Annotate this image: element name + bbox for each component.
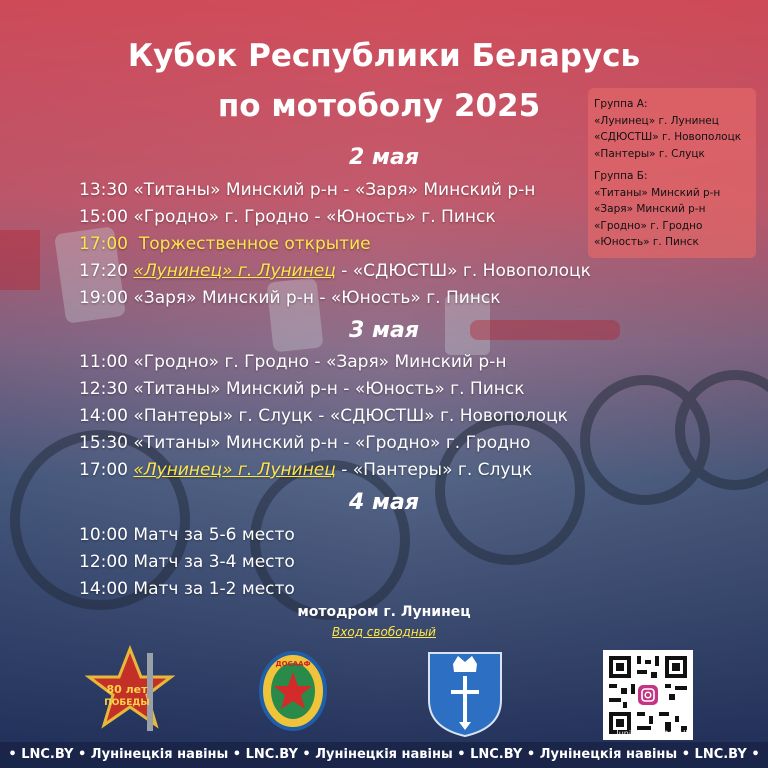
group-b-team: «Заря» Минский р-н — [594, 203, 706, 215]
schedule-row: 14:00 «Пантеры» г. Слуцк - «СДЮСТШ» г. Новополоцк — [79, 406, 568, 426]
schedule-row: 12:00 Матч за 3-4 место — [79, 552, 295, 572]
victory-80-logo — [85, 645, 175, 735]
group-b-team: «Юность» г. Пинск — [594, 236, 699, 248]
venue-label: мотодром г. Лунинец — [297, 604, 471, 620]
footer-ticker: • LNC.BY • Лунінецкія навіны • LNC.BY • Лунінецкія навіны • LNC.BY • Лунінецкія навіны • LNC.BY • — [0, 742, 768, 768]
schedule-row: 19:00 «Заря» Минский р-н - «Юность» г. Пинск — [79, 288, 501, 308]
free-entry-link[interactable]: Вход свободный — [332, 625, 436, 639]
day-heading: 2 мая — [349, 145, 419, 170]
schedule-row: 14:00 Матч за 1-2 место — [79, 579, 295, 599]
group-b-title: Группа Б: — [594, 170, 648, 182]
luninets-team-link[interactable]: «Лунинец» г. Лунинец — [133, 460, 336, 480]
schedule-row: 17:00 «Лунинец» г. Лунинец - «Пантеры» г. Слуцк — [79, 460, 533, 480]
qr-caption: luninets_motoball — [616, 729, 688, 738]
dosaaf-logo — [258, 650, 328, 732]
schedule-row: 17:20 «Лунинец» г. Лунинец - «СДЮСТШ» г. Новополоцк — [79, 261, 591, 281]
schedule-row: 10:00 Матч за 5-6 место — [79, 525, 295, 545]
schedule-row: 15:00 «Гродно» г. Гродно - «Юность» г. Пинск — [79, 207, 496, 227]
group-a-team: «Лунинец» г. Лунинец — [594, 114, 719, 127]
group-a-team: «СДЮСТШ» г. Новополоцк — [594, 131, 742, 143]
luninets-team-link[interactable]: «Лунинец» г. Лунинец — [133, 261, 336, 281]
schedule-row: 13:30 «Титаны» Минский р-н - «Заря» Минский р-н — [79, 180, 536, 200]
group-b-team: «Титаны» Минский р-н — [594, 186, 721, 199]
schedule-row: 12:30 «Титаны» Минский р-н - «Юность» г. Пинск — [79, 379, 525, 399]
title-line-2: по мотоболу 2025 — [217, 88, 541, 124]
day-heading: 4 мая — [349, 490, 419, 515]
schedule-row: 15:30 «Титаны» Минский р-н - «Гродно» г. Гродно — [79, 433, 531, 453]
qr-code[interactable] — [603, 650, 693, 740]
title-line-1: Кубок Республики Беларусь — [127, 38, 641, 74]
luninets-coat-of-arms — [426, 650, 504, 738]
group-b-team: «Гродно» г. Гродно — [594, 219, 703, 232]
svg-text:ПОБЕДЫ: ПОБЕДЫ — [104, 698, 150, 708]
day-heading: 3 мая — [349, 318, 419, 343]
group-a-team: «Пантеры» г. Слуцк — [594, 147, 705, 160]
svg-text:ДОСААФ: ДОСААФ — [275, 660, 311, 668]
groups-panel — [588, 88, 756, 258]
svg-text:80 лет: 80 лет — [106, 683, 148, 696]
opening-ceremony-row: 17:00 Торжественное открытие — [79, 234, 371, 254]
group-a-title: Группа А: — [594, 98, 648, 110]
schedule-row: 11:00 «Гродно» г. Гродно - «Заря» Минский р-н — [79, 352, 507, 372]
